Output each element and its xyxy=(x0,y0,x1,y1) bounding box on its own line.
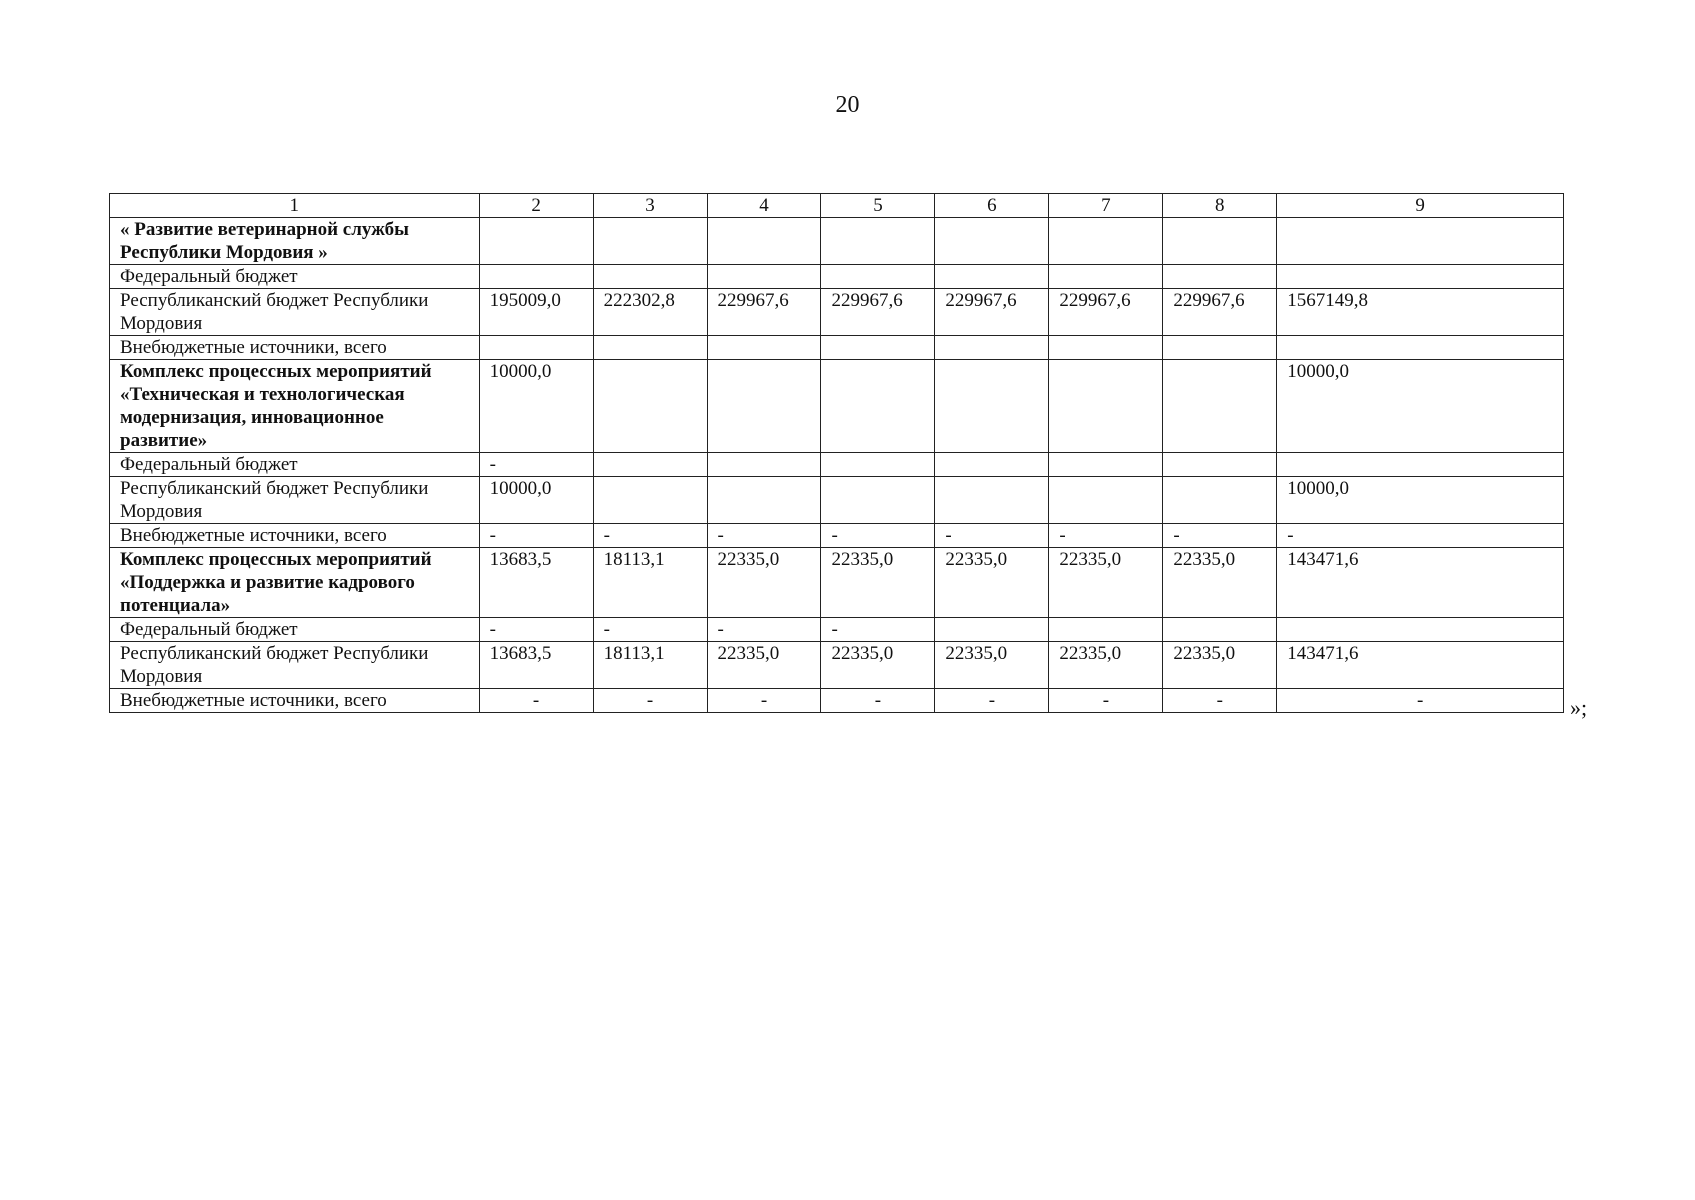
row-label: Комплекс процессных мероприятий «Поддержка и развитие кадрового потенциала» xyxy=(110,548,480,618)
table-row xyxy=(110,289,1564,336)
table-cell: - xyxy=(821,524,935,548)
table-cell: 143471,6 xyxy=(1277,548,1564,618)
table-cell: - xyxy=(479,453,593,477)
header-cell: 9 xyxy=(1277,194,1564,218)
table-cell: - xyxy=(479,618,593,642)
table-row xyxy=(110,548,1564,618)
table-cell: - xyxy=(821,618,935,642)
table-cell xyxy=(1163,218,1277,265)
table-cell: 22335,0 xyxy=(707,642,821,689)
table-cell xyxy=(1277,265,1564,289)
table-cell xyxy=(935,618,1049,642)
table-cell: - xyxy=(821,689,935,713)
row-label: Комплекс процессных мероприятий «Техническая и технологическая модернизация, инновационное развитие» xyxy=(110,360,480,453)
table-cell xyxy=(1049,618,1163,642)
table-cell xyxy=(707,477,821,524)
row-label: Республиканский бюджет Республики Мордовия xyxy=(110,289,480,336)
table-cell: - xyxy=(479,524,593,548)
table-cell: 10000,0 xyxy=(479,477,593,524)
table-cell xyxy=(935,453,1049,477)
row-label: Внебюджетные источники, всего xyxy=(110,689,480,713)
table-cell xyxy=(1163,453,1277,477)
table-cell: 13683,5 xyxy=(479,642,593,689)
table-cell: 195009,0 xyxy=(479,289,593,336)
table-cell xyxy=(479,218,593,265)
table-cell: 10000,0 xyxy=(1277,360,1564,453)
table-cell xyxy=(707,265,821,289)
table-cell xyxy=(935,265,1049,289)
table-cell: 229967,6 xyxy=(1049,289,1163,336)
header-cell: 6 xyxy=(935,194,1049,218)
table-cell xyxy=(821,265,935,289)
table-cell: - xyxy=(707,618,821,642)
table-cell: 22335,0 xyxy=(1163,548,1277,618)
table-cell: 10000,0 xyxy=(1277,477,1564,524)
table-cell: 143471,6 xyxy=(1277,642,1564,689)
table-row xyxy=(110,453,1564,477)
table-cell xyxy=(593,477,707,524)
table-cell xyxy=(821,477,935,524)
table-cell xyxy=(593,265,707,289)
header-cell: 7 xyxy=(1049,194,1163,218)
table-cell xyxy=(1163,336,1277,360)
table-cell xyxy=(1277,218,1564,265)
table-cell: 18113,1 xyxy=(593,548,707,618)
table-cell xyxy=(707,360,821,453)
table-row xyxy=(110,477,1564,524)
table-row xyxy=(110,360,1564,453)
table-cell xyxy=(1277,336,1564,360)
closing-quote-mark: »; xyxy=(1570,695,1588,720)
table-cell xyxy=(935,336,1049,360)
table-row xyxy=(110,642,1564,689)
row-label: Федеральный бюджет xyxy=(110,265,480,289)
table-cell xyxy=(1049,265,1163,289)
table-cell xyxy=(593,453,707,477)
table-row xyxy=(110,689,1564,713)
table-cell xyxy=(1277,618,1564,642)
table-row xyxy=(110,524,1564,548)
row-label: Внебюджетные источники, всего xyxy=(110,336,480,360)
table-cell: 22335,0 xyxy=(1163,642,1277,689)
table-cell xyxy=(707,218,821,265)
table-row xyxy=(110,618,1564,642)
table-cell: - xyxy=(935,524,1049,548)
table-row xyxy=(110,336,1564,360)
header-cell: 4 xyxy=(707,194,821,218)
row-label: Федеральный бюджет xyxy=(110,618,480,642)
table-cell xyxy=(1163,477,1277,524)
table-cell: 22335,0 xyxy=(935,642,1049,689)
table-cell xyxy=(935,218,1049,265)
table-cell: - xyxy=(479,689,593,713)
table-row xyxy=(110,218,1564,265)
table-cell xyxy=(935,477,1049,524)
table-cell: - xyxy=(1049,524,1163,548)
table-row xyxy=(110,265,1564,289)
table-cell xyxy=(1049,336,1163,360)
table-cell xyxy=(593,218,707,265)
table-cell: 22335,0 xyxy=(1049,548,1163,618)
row-label: Федеральный бюджет xyxy=(110,453,480,477)
table-cell: 22335,0 xyxy=(707,548,821,618)
table-cell: - xyxy=(593,524,707,548)
table-cell xyxy=(821,336,935,360)
header-row xyxy=(110,194,1564,218)
table-cell xyxy=(821,360,935,453)
table-cell xyxy=(707,336,821,360)
table-cell: 22335,0 xyxy=(821,548,935,618)
header-cell: 5 xyxy=(821,194,935,218)
table-cell: - xyxy=(593,618,707,642)
table-cell xyxy=(1049,453,1163,477)
table-cell xyxy=(935,360,1049,453)
table-cell: 222302,8 xyxy=(593,289,707,336)
row-label: Республиканский бюджет Республики Мордовия xyxy=(110,477,480,524)
table-cell: 229967,6 xyxy=(821,289,935,336)
budget-table xyxy=(109,193,1564,713)
row-label: Внебюджетные источники, всего xyxy=(110,524,480,548)
table-cell: 229967,6 xyxy=(1163,289,1277,336)
table-cell xyxy=(1049,218,1163,265)
table-cell: - xyxy=(935,689,1049,713)
header-cell: 2 xyxy=(479,194,593,218)
table-cell xyxy=(1277,453,1564,477)
table-cell xyxy=(821,218,935,265)
table-cell: 229967,6 xyxy=(935,289,1049,336)
table-cell: - xyxy=(1277,524,1564,548)
table-cell: 229967,6 xyxy=(707,289,821,336)
table-cell: 22335,0 xyxy=(1049,642,1163,689)
table-cell: 1567149,8 xyxy=(1277,289,1564,336)
table-cell: - xyxy=(593,689,707,713)
header-cell: 1 xyxy=(110,194,480,218)
page-number: 20 xyxy=(835,92,860,118)
table-cell: - xyxy=(1163,524,1277,548)
table-cell xyxy=(593,360,707,453)
table-cell: - xyxy=(1277,689,1564,713)
table-cell: 18113,1 xyxy=(593,642,707,689)
table-cell: - xyxy=(1163,689,1277,713)
table-cell: - xyxy=(707,689,821,713)
header-cell: 3 xyxy=(593,194,707,218)
row-label: « Развитие ветеринарной службы Республики Мордовия » xyxy=(110,218,480,265)
table-cell xyxy=(1163,265,1277,289)
table-cell: - xyxy=(707,524,821,548)
table-cell: 10000,0 xyxy=(479,360,593,453)
row-label: Республиканский бюджет Республики Мордовия xyxy=(110,642,480,689)
table-cell: 13683,5 xyxy=(479,548,593,618)
table-cell xyxy=(707,453,821,477)
table-cell: 22335,0 xyxy=(821,642,935,689)
table-cell xyxy=(593,336,707,360)
table-cell xyxy=(479,265,593,289)
table-cell xyxy=(1163,618,1277,642)
table-cell xyxy=(821,453,935,477)
table-cell xyxy=(1163,360,1277,453)
table-cell: - xyxy=(1049,689,1163,713)
header-cell: 8 xyxy=(1163,194,1277,218)
table-cell xyxy=(1049,477,1163,524)
table-cell xyxy=(1049,360,1163,453)
table-cell xyxy=(479,336,593,360)
table-cell: 22335,0 xyxy=(935,548,1049,618)
